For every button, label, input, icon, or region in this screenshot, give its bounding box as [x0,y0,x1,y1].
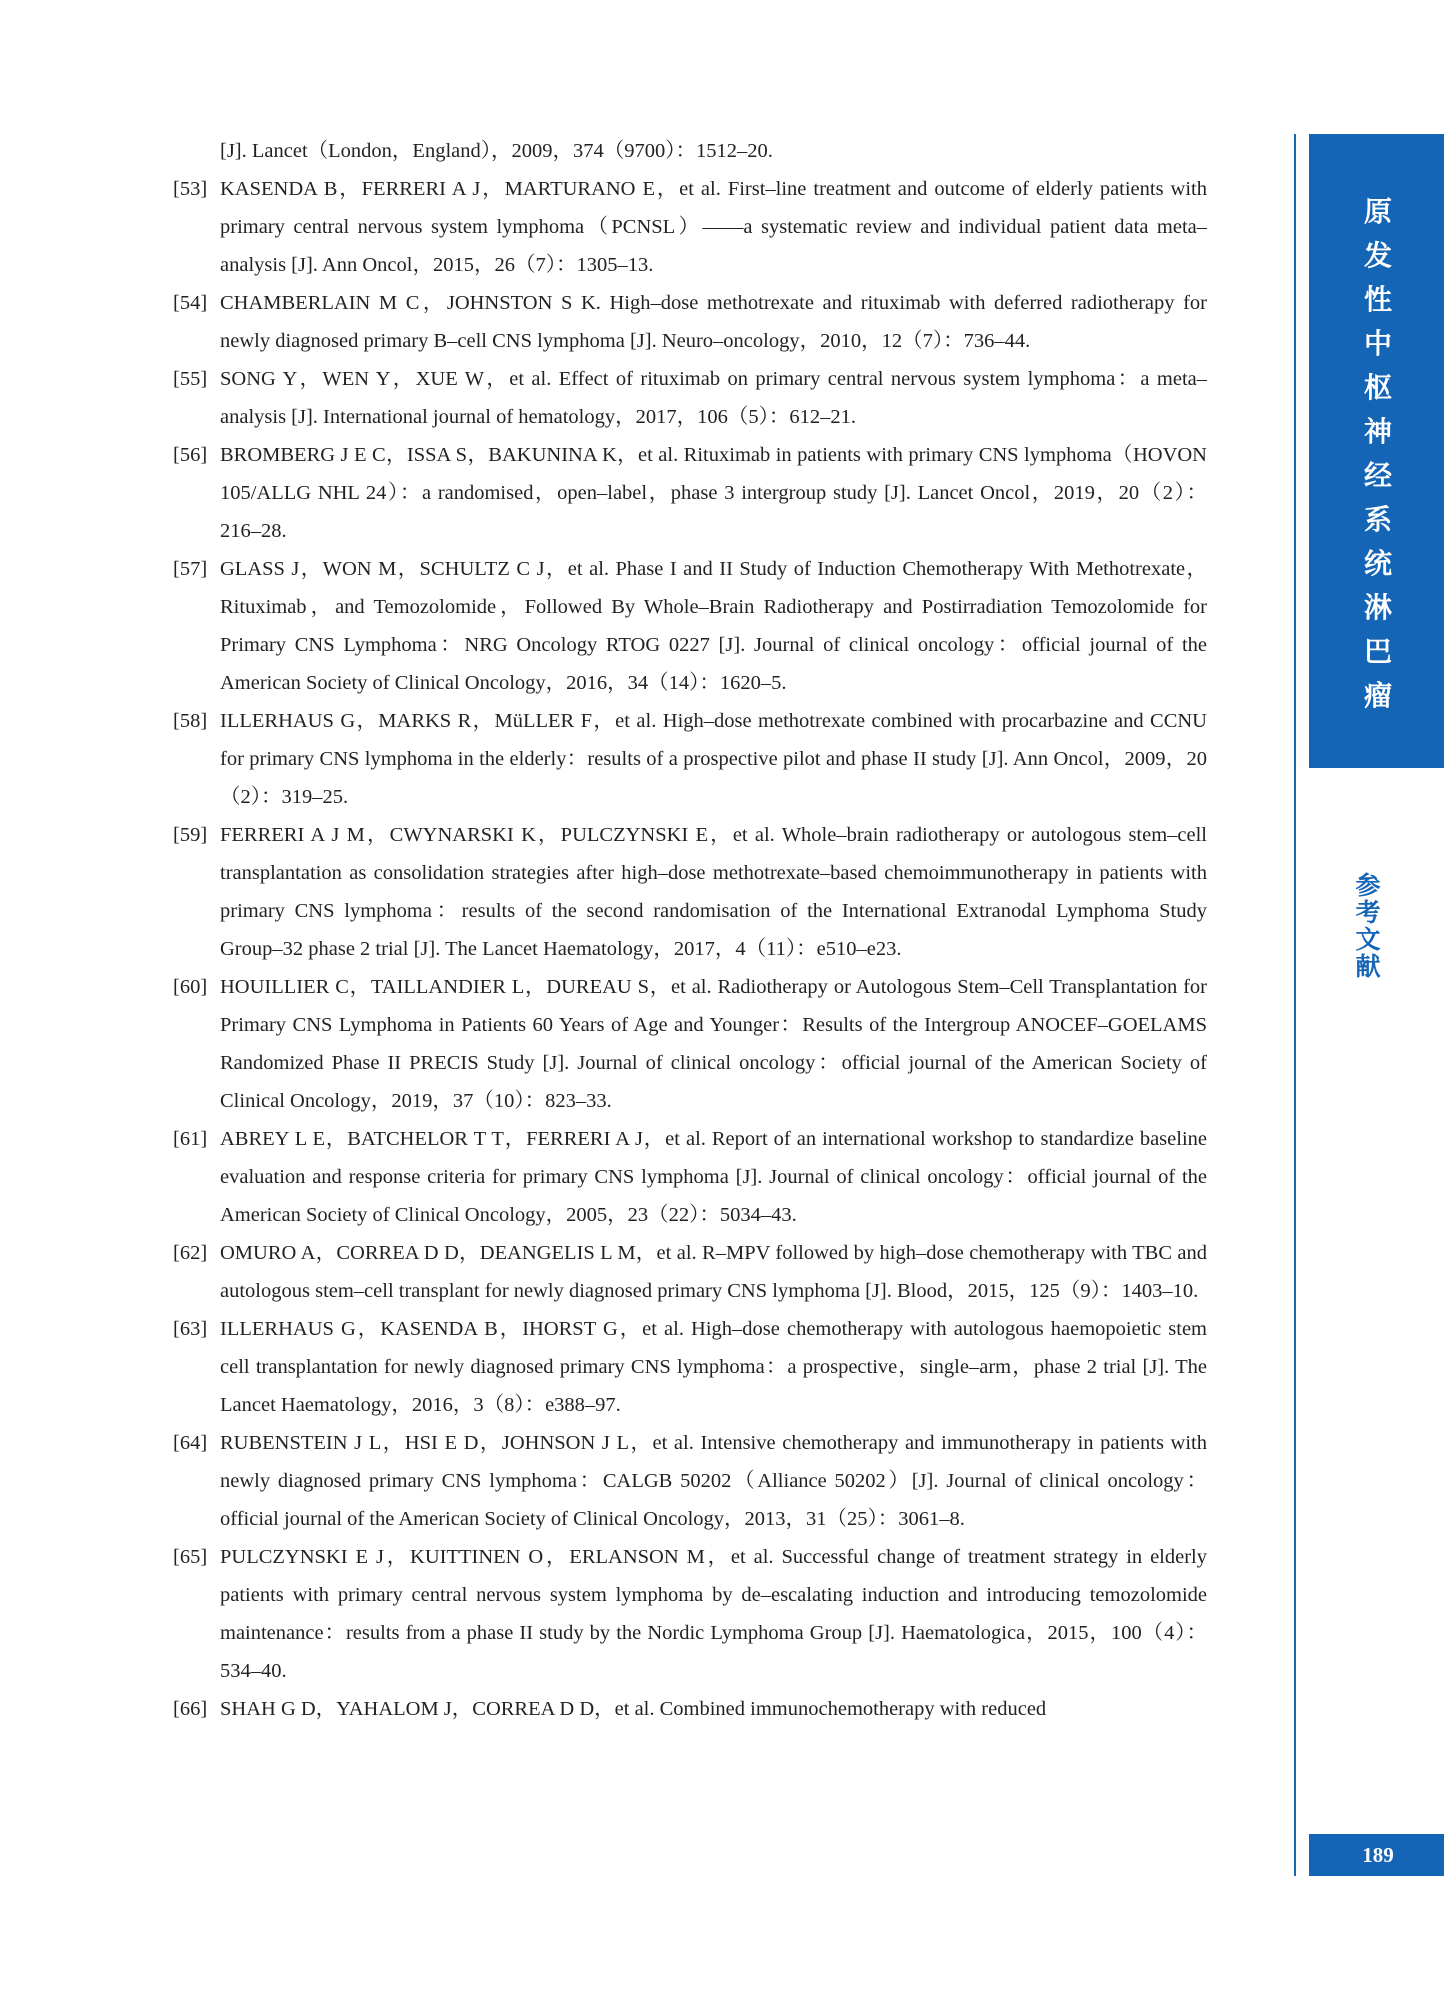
reference-text: [J]. Lancet（London，England），2009，374（9700）：1512–20. [220,140,773,162]
chapter-title-char: 经 [1363,459,1392,492]
reference-list [173,132,1207,1728]
section-label-char: 献 [1355,952,1381,981]
reference-number: [56] [173,444,208,466]
page-number-text: 189 [1362,1842,1394,1867]
chapter-title-char: 枢 [1363,371,1392,404]
reference-number: [55] [173,368,208,390]
reference-text: CHAMBERLAIN M C，JOHNSTON S K. High–dose methotrexate and rituximab with deferred radiotherapy for newly diagnosed primary B–cell CNS lymphoma [J]. Neuro–oncology，2010，12（7）：736–44. [220,292,1207,352]
reference-number: [66] [173,1698,208,1720]
reference-text: PULCZYNSKI E J，KUITTINEN O，ERLANSON M，et al. Successful change of treatment strategy in elderly patients with primary central nervous system lymphoma by de–escalating induction and introducing temozolomide maintenance：results from a phase II study by the Nordic Lymphoma Group [J]. Haematologica，2015，100（4）：534–40. [220,1546,1207,1682]
reference-item [173,550,1207,702]
reference-number: [58] [173,710,208,732]
section-label-char: 考 [1355,898,1381,927]
reference-text: SONG Y，WEN Y，XUE W，et al. Effect of rituximab on primary central nervous system lymphoma：a meta–analysis [J]. International journal of hematology，2017，106（5）：612–21. [220,368,1207,428]
reference-item [173,1690,1207,1728]
reference-text: OMURO A，CORREA D D，DEANGELIS L M，et al. R–MPV followed by high–dose chemotherapy with TBC and autologous stem–cell transplant for newly diagnosed primary CNS lymphoma [J]. Blood，2015，125（9）：1403–10. [220,1242,1207,1302]
section-label [1348,872,1388,980]
reference-item [173,1234,1207,1310]
reference-item [173,170,1207,284]
chapter-title-char: 巴 [1363,635,1392,668]
reference-text: KASENDA B，FERRERI A J，MARTURANO E，et al. First–line treatment and outcome of elderly patients with primary central nervous system lymphoma（PCNSL）——a systematic review and individual patient data meta–analysis [J]. Ann Oncol，2015，26（7）：1305–13. [220,178,1207,276]
reference-number: [59] [173,824,208,846]
reference-number: [60] [173,976,208,998]
reference-item [173,1538,1207,1690]
reference-continuation [173,132,1207,170]
reference-item [173,968,1207,1120]
chapter-title-char: 性 [1363,283,1392,316]
chapter-title-char: 淋 [1363,591,1392,624]
reference-number: [54] [173,292,208,314]
reference-text: ABREY L E，BATCHELOR T T，FERRERI A J，et al. Report of an international workshop to standardize baseline evaluation and response criteria for primary CNS lymphoma [J]. Journal of clinical oncology：official journal of the American Society of Clinical Oncology，2005，23（22）：5034–43. [220,1128,1207,1226]
reference-item [173,702,1207,816]
reference-text: RUBENSTEIN J L，HSI E D，JOHNSON J L，et al. Intensive chemotherapy and immunotherapy in patients with newly diagnosed primary CNS lymphoma：CALGB 50202（Alliance 50202）[J]. Journal of clinical oncology：official journal of the American Society of Clinical Oncology，2013，31（25）：3061–8. [220,1432,1207,1530]
reference-item [173,1424,1207,1538]
reference-item [173,1120,1207,1234]
reference-item [173,360,1207,436]
reference-item [173,816,1207,968]
reference-item [173,436,1207,550]
reference-number: [63] [173,1318,208,1340]
reference-number: [53] [173,178,208,200]
reference-text: SHAH G D，YAHALOM J，CORREA D D，et al. Combined immunochemotherapy with reduced [220,1698,1047,1720]
page-number [1309,1834,1444,1876]
chapter-title-char: 原 [1363,195,1392,228]
reference-number: [57] [173,558,208,580]
reference-text: HOUILLIER C，TAILLANDIER L，DUREAU S，et al. Radiotherapy or Autologous Stem–Cell Transplantation for Primary CNS Lymphoma in Patients 60 Years of Age and Younger：Results of the Intergroup ANOCEF–GOELAMS Randomized Phase II PRECIS Study [J]. Journal of clinical oncology：official journal of the American Society of Clinical Oncology，2019，37（10）：823–33. [220,976,1207,1112]
section-label-char: 参 [1355,871,1381,900]
chapter-title-char: 神 [1363,415,1392,448]
reference-text: ILLERHAUS G，KASENDA B，IHORST G，et al. High–dose chemotherapy with autologous haemopoietic stem cell transplantation for newly diagnosed primary CNS lymphoma：a prospective，single–arm，phase 2 trial [J]. The Lancet Haematology，2016，3（8）：e388–97. [220,1318,1207,1416]
reference-item [173,1310,1207,1424]
section-label-char: 文 [1355,925,1381,954]
chapter-title-char: 瘤 [1363,679,1392,712]
reference-number: [61] [173,1128,208,1150]
reference-text: GLASS J，WON M，SCHULTZ C J，et al. Phase I and II Study of Induction Chemotherapy With Methotrexate，Rituximab，and Temozolomide，Followed By Whole–Brain Radiotherapy and Postirradiation Temozolomide for Primary CNS Lymphoma：NRG Oncology RTOG 0227 [J]. Journal of clinical oncology：official journal of the American Society of Clinical Oncology，2016，34（14）：1620–5. [220,558,1207,694]
chapter-title-char: 统 [1363,547,1392,580]
reference-item [173,284,1207,360]
chapter-side-tab [1309,134,1444,768]
chapter-title-char: 发 [1363,239,1392,272]
reference-number: [64] [173,1432,208,1454]
reference-text: BROMBERG J E C，ISSA S，BAKUNINA K，et al. Rituximab in patients with primary CNS lymphoma（HOVON 105/ALLG NHL 24）：a randomised，open–label，phase 3 intergroup study [J]. Lancet Oncol，2019，20（2）：216–28. [220,444,1207,542]
chapter-title-char: 中 [1363,327,1392,360]
reference-number: [62] [173,1242,208,1264]
reference-text: ILLERHAUS G，MARKS R，MüLLER F，et al. High–dose methotrexate combined with procarbazine and CCNU for primary CNS lymphoma in the elderly：results of a prospective pilot and phase II study [J]. Ann Oncol，2009，20（2）：319–25. [220,710,1207,808]
margin-divider [1294,134,1296,1876]
reference-text: FERRERI A J M，CWYNARSKI K，PULCZYNSKI E，et al. Whole–brain radiotherapy or autologous stem–cell transplantation as consolidation strategies after high–dose methotrexate–based chemoimmunotherapy in patients with primary CNS lymphoma：results of the second randomisation of the International Extranodal Lymphoma Study Group–32 phase 2 trial [J]. The Lancet Haematology，2017，4（11）：e510–e23. [220,824,1207,960]
reference-number: [65] [173,1546,208,1568]
chapter-title-char: 系 [1363,503,1392,536]
